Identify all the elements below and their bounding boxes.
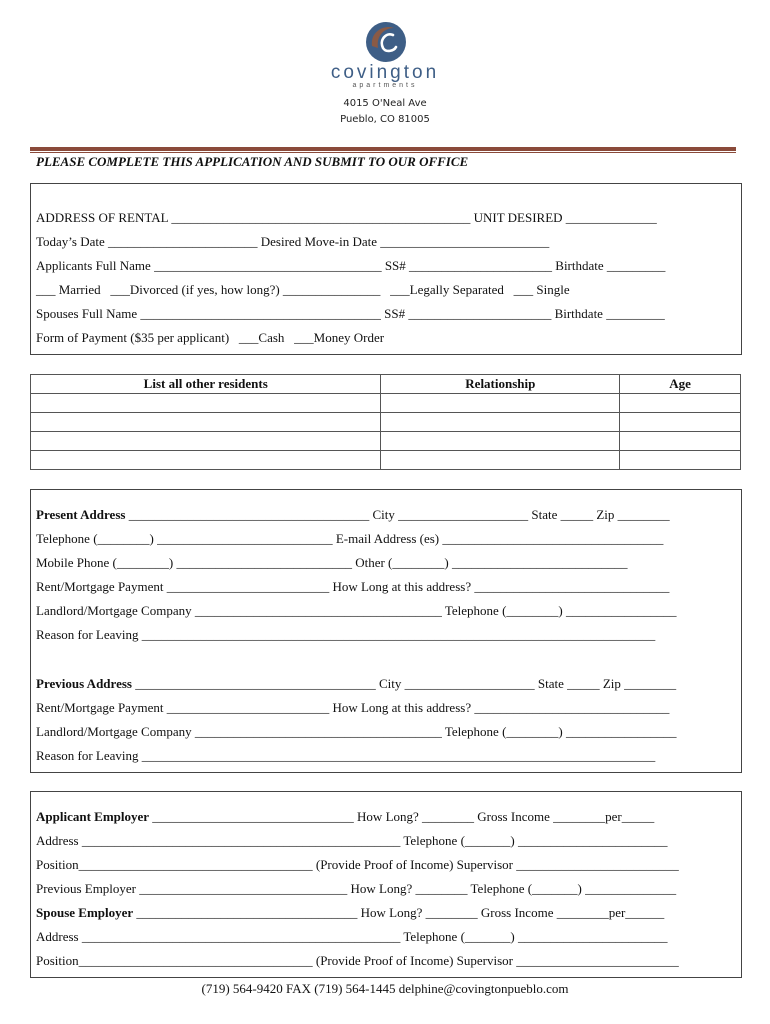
resident-age-cell[interactable] [620, 413, 741, 432]
page-instruction: PLEASE COMPLETE THIS APPLICATION AND SUBMIT TO OUR OFFICE [36, 154, 469, 169]
present-reason-field[interactable]: Reason for Leaving _______________________________________________________________________________ [36, 627, 656, 642]
spouse-employer-position-field[interactable]: Position____________________________________ (Provide Proof of Income) Supervisor _________________________ [36, 953, 679, 968]
present-landlord-field[interactable]: Landlord/Mortgage Company ______________________________________ Telephone (________) _________________ [36, 603, 677, 618]
header-divider [30, 147, 736, 151]
dates-field[interactable]: Today’s Date _______________________ Desired Move-in Date __________________________ [36, 234, 550, 249]
present-rent-field[interactable]: Rent/Mortgage Payment _________________________ How Long at this address? ______________________________ [36, 579, 670, 594]
residents-table [30, 374, 741, 470]
present-telephone-field[interactable]: Telephone (________) ___________________________ E-mail Address (es) __________________________________ [36, 531, 664, 546]
brand-name: covington [330, 62, 440, 83]
employer-address-field[interactable]: Address _________________________________________________ Telephone (_______) _______________________ [36, 833, 668, 848]
resident-relationship-cell[interactable] [381, 394, 620, 413]
present-mobile-field[interactable]: Mobile Phone (________) ___________________________ Other (________) ___________________________ [36, 555, 628, 570]
column-header-age: Age [620, 375, 741, 394]
spouse-name-field[interactable]: Spouses Full Name _____________________________________ SS# ______________________ Birthdate _________ [36, 306, 665, 321]
previous-address-label: Previous Address [36, 676, 132, 691]
office-address-street: 4015 O'Neal Ave [343, 98, 427, 109]
resident-name-cell[interactable] [31, 432, 381, 451]
present-address-blanks: _____________________________________ City ____________________ State _____ Zip ________ [125, 507, 670, 522]
applicant-employer-label: Applicant Employer [36, 809, 150, 824]
present-address-field[interactable] [36, 507, 670, 523]
brand-subtitle: apartments [352, 82, 418, 89]
table-row [31, 413, 741, 432]
present-address-label: Present Address [36, 507, 126, 522]
spouse-employer-field[interactable] [36, 905, 664, 921]
table-header-row [31, 375, 741, 394]
applicant-employer-blanks: _______________________________ How Long? ________ Gross Income ________per_____ [149, 809, 655, 824]
resident-name-cell[interactable] [31, 451, 381, 470]
employer-position-field[interactable]: Position____________________________________ (Provide Proof of Income) Supervisor _________________________ [36, 857, 679, 872]
previous-rent-field[interactable]: Rent/Mortgage Payment _________________________ How Long at this address? ______________________________ [36, 700, 670, 715]
resident-age-cell[interactable] [620, 451, 741, 470]
previous-reason-field[interactable]: Reason for Leaving _______________________________________________________________________________ [36, 748, 656, 763]
resident-name-cell[interactable] [31, 413, 381, 432]
rental-address-field[interactable]: ADDRESS OF RENTAL ______________________________________________ UNIT DESIRED ______________ [36, 210, 657, 225]
spouse-employer-blanks: __________________________________ How Long? ________ Gross Income ________per______ [133, 905, 665, 920]
spouse-employer-label: Spouse Employer [36, 905, 134, 920]
table-row [31, 394, 741, 413]
contact-footer: (719) 564-9420 FAX (719) 564-1445 delphine@covingtonpueblo.com [201, 981, 569, 996]
resident-age-cell[interactable] [620, 432, 741, 451]
column-header-relationship: Relationship [381, 375, 620, 394]
previous-employer-field[interactable]: Previous Employer ________________________________ How Long? ________ Telephone (_______) ______________ [36, 881, 677, 896]
marital-status-field[interactable]: ___ Married ___Divorced (if yes, how long?) _______________ ___Legally Separated ___ Single [36, 282, 570, 297]
office-address-city: Pueblo, CO 81005 [340, 114, 430, 125]
previous-landlord-field[interactable]: Landlord/Mortgage Company ______________________________________ Telephone (________) _________________ [36, 724, 677, 739]
applicant-employer-field[interactable] [36, 809, 654, 825]
resident-relationship-cell[interactable] [381, 432, 620, 451]
applicant-name-field[interactable]: Applicants Full Name ___________________________________ SS# ______________________ Birthdate _________ [36, 258, 666, 273]
resident-name-cell[interactable] [31, 394, 381, 413]
resident-relationship-cell[interactable] [381, 413, 620, 432]
column-header-residents: List all other residents [31, 375, 381, 394]
covington-logo-icon [364, 20, 408, 64]
payment-form-field[interactable]: Form of Payment ($35 per applicant) ___Cash ___Money Order [36, 330, 385, 345]
table-row [31, 451, 741, 470]
previous-address-blanks: _____________________________________ City ____________________ State _____ Zip ________ [131, 676, 677, 691]
resident-relationship-cell[interactable] [381, 451, 620, 470]
spouse-employer-address-field[interactable]: Address _________________________________________________ Telephone (_______) _______________________ [36, 929, 668, 944]
table-row [31, 432, 741, 451]
resident-age-cell[interactable] [620, 394, 741, 413]
previous-address-field[interactable] [36, 676, 676, 692]
header-divider-thin [30, 152, 736, 153]
